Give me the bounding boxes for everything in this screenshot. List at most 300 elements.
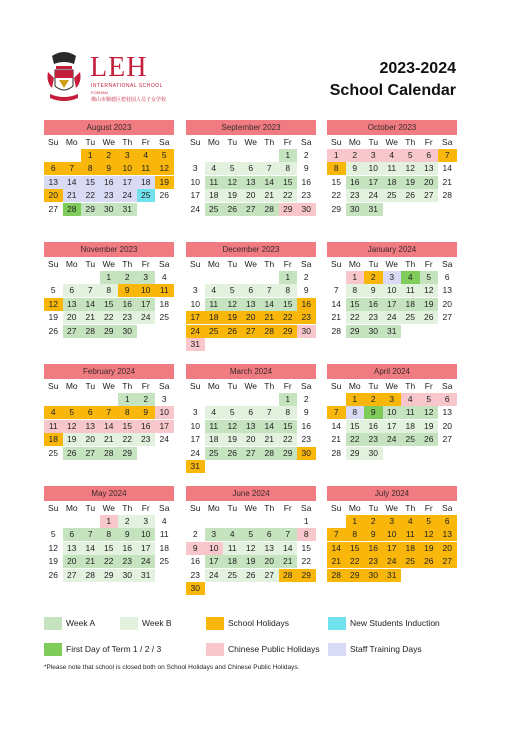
week-row: [44, 149, 174, 162]
weekday-label: Su: [190, 381, 201, 391]
day-cell: 1: [100, 271, 119, 284]
week-row: [44, 189, 174, 202]
day-cell: 11: [44, 420, 63, 433]
day-cell: 7: [260, 162, 279, 175]
day-cell: 10: [190, 420, 200, 431]
weekday-label: Su: [331, 381, 342, 391]
week-row: [327, 542, 457, 555]
weekday-label: Tu: [368, 503, 379, 513]
day-cell: 7: [333, 285, 339, 296]
day-cell: 18: [137, 176, 156, 189]
legend-label: New Students Induction: [350, 618, 440, 628]
day-cell: 28: [260, 447, 279, 460]
week-row: [186, 271, 316, 284]
day-cell: 1: [346, 271, 365, 284]
week-row: [186, 338, 316, 351]
day-cell: 10: [137, 528, 156, 541]
day-cell: 11: [401, 528, 420, 541]
day-cell: 2: [303, 394, 309, 404]
day-cell: 26: [223, 325, 242, 338]
weekday-header: [186, 501, 316, 515]
day-cell: 10: [190, 298, 200, 309]
day-cell: 7: [327, 528, 346, 541]
day-cell: 30: [100, 203, 119, 216]
day-cell: 31: [383, 569, 402, 582]
week-row: [186, 433, 316, 446]
day-cell: 22: [100, 555, 119, 568]
day-cell: 30: [118, 569, 137, 582]
day-cell: 23: [301, 190, 311, 201]
day-cell: 1: [81, 149, 100, 162]
weekday-label: Mo: [65, 381, 78, 391]
empty-cell: [260, 271, 279, 284]
empty-cell: [137, 203, 156, 216]
day-cell: 18: [44, 433, 63, 446]
weekday-label: Fr: [141, 259, 150, 269]
week-row: [186, 176, 316, 189]
week-row: [327, 325, 457, 338]
day-cell: 11: [137, 162, 156, 175]
day-cell: 24: [137, 311, 156, 324]
week-row: [186, 203, 316, 216]
day-cell: 1: [303, 516, 309, 526]
day-cell: 6: [81, 406, 100, 419]
empty-cell: [401, 569, 420, 582]
weekday-header: [327, 257, 457, 271]
day-cell: 12: [223, 298, 242, 311]
day-cell: 12: [420, 284, 439, 297]
day-cell: 18: [401, 542, 420, 555]
day-cell: 18: [205, 311, 224, 324]
weekday-header: [327, 379, 457, 393]
weekday-label: Tu: [368, 259, 379, 269]
weekday-label: Su: [48, 503, 59, 513]
weekday-label: Fr: [424, 137, 433, 147]
week-row: [327, 189, 457, 202]
empty-cell: [223, 460, 242, 473]
day-cell: 11: [205, 420, 224, 433]
day-cell: 23: [297, 311, 316, 324]
week-row: [327, 298, 457, 311]
weekday-label: We: [244, 259, 258, 269]
weekday-label: We: [385, 137, 399, 147]
week-row: [44, 542, 174, 555]
weekday-label: We: [244, 137, 258, 147]
empty-cell: [383, 447, 402, 460]
weekday-label: Th: [264, 259, 275, 269]
day-cell: 4: [137, 149, 156, 162]
weekday-label: Tu: [227, 381, 238, 391]
weekday-label: Su: [48, 381, 59, 391]
day-cell: 23: [190, 569, 200, 580]
day-cell: 27: [438, 555, 457, 568]
day-cell: 12: [223, 420, 242, 433]
day-cell: 14: [81, 298, 100, 311]
day-cell: 11: [383, 162, 402, 175]
day-cell: 17: [190, 190, 200, 201]
weekday-label: Mo: [207, 137, 220, 147]
weekday-label: We: [385, 259, 399, 269]
weekday-label: We: [385, 381, 399, 391]
empty-cell: [81, 271, 100, 284]
logo-text: LEH: [90, 52, 148, 83]
day-cell: 7: [260, 406, 279, 419]
day-cell: 30: [118, 325, 137, 338]
week-row: [186, 149, 316, 162]
empty-cell: [205, 515, 224, 528]
week-row: [186, 189, 316, 202]
day-cell: 6: [438, 393, 457, 406]
day-cell: 16: [297, 298, 316, 311]
empty-cell: [260, 149, 279, 162]
weekday-label: Sa: [159, 381, 170, 391]
day-cell: 29: [100, 325, 119, 338]
day-cell: 2: [346, 149, 365, 162]
day-cell: 28: [81, 569, 100, 582]
weekday-label: Su: [331, 503, 342, 513]
day-cell: 24: [118, 189, 137, 202]
legend-swatch: [206, 643, 224, 656]
day-cell: 11: [223, 542, 242, 555]
day-cell: 26: [242, 569, 261, 582]
day-cell: 16: [137, 420, 156, 433]
day-cell: 6: [242, 284, 261, 297]
day-cell: 10: [383, 284, 402, 297]
day-cell: 21: [100, 433, 119, 446]
day-cell: 17: [118, 176, 137, 189]
empty-cell: [63, 393, 82, 406]
empty-cell: [279, 460, 298, 473]
day-cell: 25: [383, 189, 402, 202]
month-title: January 2024: [327, 242, 457, 257]
day-cell: 24: [190, 203, 200, 214]
day-cell: 25: [48, 447, 58, 458]
day-cell: 27: [63, 325, 82, 338]
day-cell: 28: [260, 203, 279, 216]
day-cell: 9: [186, 542, 205, 555]
empty-cell: [438, 569, 457, 582]
day-cell: 23: [118, 311, 137, 324]
day-cell: 13: [63, 542, 82, 555]
day-cell: 25: [205, 325, 224, 338]
weekday-label: Su: [190, 503, 201, 513]
day-cell: 21: [331, 312, 341, 323]
day-cell: 3: [137, 515, 156, 528]
day-cell: 26: [63, 447, 82, 460]
legend-item: [206, 642, 320, 656]
week-row: [44, 447, 174, 460]
empty-cell: [205, 338, 224, 351]
day-cell: 29: [297, 569, 316, 582]
weekday-label: Tu: [85, 259, 96, 269]
legend-swatch: [328, 617, 346, 630]
day-cell: 19: [48, 312, 58, 323]
day-cell: 21: [279, 555, 298, 568]
day-cell: 4: [161, 516, 167, 526]
day-cell: 19: [223, 311, 242, 324]
weekday-label: Sa: [442, 259, 453, 269]
day-cell: 3: [364, 149, 383, 162]
calendar-year: 2023-2024: [379, 60, 456, 77]
day-cell: 12: [420, 528, 439, 541]
empty-cell: [137, 325, 156, 338]
legend-label: Chinese Public Holidays: [228, 644, 320, 654]
day-cell: 8: [279, 284, 298, 297]
week-row: [327, 162, 457, 175]
day-cell: 31: [118, 203, 137, 216]
week-row: [186, 582, 316, 595]
day-cell: 17: [137, 298, 156, 311]
weekday-label: Fr: [283, 137, 292, 147]
day-cell: 25: [159, 556, 169, 567]
day-cell: 25: [223, 569, 242, 582]
day-cell: 28: [100, 447, 119, 460]
month-calendar: [186, 364, 316, 473]
weekday-label: Fr: [141, 503, 150, 513]
weekday-header: [186, 379, 316, 393]
legend-item: [120, 616, 172, 630]
day-cell: 14: [327, 542, 346, 555]
week-row: [327, 515, 457, 528]
day-cell: 6: [63, 284, 82, 297]
week-row: [44, 555, 174, 568]
weekday-label: Fr: [424, 503, 433, 513]
day-cell: 16: [346, 176, 365, 189]
weekday-label: We: [385, 503, 399, 513]
day-cell: 9: [303, 285, 309, 296]
empty-cell: [155, 447, 174, 460]
month-calendar: [327, 364, 457, 460]
weekday-label: Mo: [65, 137, 78, 147]
empty-cell: [44, 393, 63, 406]
legend-swatch: [120, 617, 138, 630]
empty-cell: [63, 515, 82, 528]
day-cell: 15: [346, 542, 365, 555]
week-row: [44, 325, 174, 338]
weekday-label: Sa: [159, 259, 170, 269]
empty-cell: [420, 203, 439, 216]
month-title: November 2023: [44, 242, 174, 257]
day-cell: 20: [63, 311, 82, 324]
day-cell: 22: [279, 311, 298, 324]
day-cell: 29: [279, 203, 298, 216]
day-cell: 27: [242, 203, 261, 216]
day-cell: 14: [260, 298, 279, 311]
day-cell: 14: [442, 163, 452, 174]
empty-cell: [242, 338, 261, 351]
day-cell: 22: [100, 311, 119, 324]
day-cell: 31: [364, 203, 383, 216]
day-cell: 29: [346, 447, 365, 460]
month-title: September 2023: [186, 120, 316, 135]
weekday-header: [44, 257, 174, 271]
day-cell: 15: [279, 298, 298, 311]
day-cell: 31: [186, 460, 205, 473]
day-cell: 1: [279, 393, 298, 406]
weekday-label: Tu: [85, 137, 96, 147]
empty-cell: [242, 460, 261, 473]
empty-cell: [223, 393, 242, 406]
day-cell: 6: [63, 528, 82, 541]
day-cell: 1: [279, 149, 298, 162]
legend-item: [44, 616, 95, 630]
day-cell: 26: [420, 555, 439, 568]
month-title: February 2024: [44, 364, 174, 379]
day-cell: 27: [242, 325, 261, 338]
day-cell: 2: [118, 271, 137, 284]
day-cell: 19: [48, 556, 58, 567]
day-cell: 17: [383, 542, 402, 555]
day-cell: 22: [346, 433, 365, 446]
day-cell: 6: [44, 162, 63, 175]
day-cell: 16: [118, 542, 137, 555]
weekday-label: Fr: [283, 381, 292, 391]
day-cell: 25: [401, 555, 420, 568]
day-cell: 21: [260, 311, 279, 324]
empty-cell: [279, 515, 298, 528]
weekday-label: Th: [405, 503, 416, 513]
day-cell: 24: [137, 555, 156, 568]
weekday-label: Fr: [283, 503, 292, 513]
day-cell: 14: [279, 542, 298, 555]
day-cell: 30: [364, 325, 383, 338]
week-row: [44, 271, 174, 284]
week-row: [186, 284, 316, 297]
day-cell: 10: [155, 406, 174, 419]
day-cell: 19: [420, 542, 439, 555]
weekday-label: We: [102, 503, 116, 513]
empty-cell: [297, 460, 316, 473]
empty-cell: [260, 338, 279, 351]
day-cell: 3: [137, 271, 156, 284]
day-cell: 9: [364, 284, 383, 297]
day-cell: 6: [444, 272, 450, 282]
day-cell: 9: [364, 406, 383, 419]
day-cell: 12: [155, 162, 174, 175]
day-cell: 20: [44, 189, 63, 202]
day-cell: 20: [242, 433, 261, 446]
day-cell: 20: [242, 311, 261, 324]
logo-subtitle: INTERNATIONAL SCHOOL: [91, 83, 163, 89]
weekday-label: Mo: [207, 259, 220, 269]
empty-cell: [223, 515, 242, 528]
empty-cell: [420, 325, 439, 338]
weekday-header: [44, 501, 174, 515]
week-row: [327, 149, 457, 162]
day-cell: 20: [81, 433, 100, 446]
day-cell: 15: [279, 420, 298, 433]
day-cell: 24: [205, 569, 224, 582]
empty-cell: [297, 582, 316, 595]
day-cell: 5: [50, 529, 56, 540]
empty-cell: [223, 582, 242, 595]
day-cell: 23: [118, 555, 137, 568]
day-cell: 29: [279, 447, 298, 460]
weekday-label: Th: [122, 137, 133, 147]
day-cell: 5: [223, 284, 242, 297]
empty-cell: [327, 393, 346, 406]
day-cell: 28: [327, 569, 346, 582]
week-row: [44, 569, 174, 582]
month-title: October 2023: [327, 120, 457, 135]
day-cell: 28: [331, 325, 341, 336]
day-cell: 24: [364, 189, 383, 202]
day-cell: 15: [346, 420, 365, 433]
day-cell: 4: [401, 393, 420, 406]
weekday-label: Tu: [227, 259, 238, 269]
day-cell: 12: [420, 406, 439, 419]
weekday-label: Fr: [141, 381, 150, 391]
day-cell: 22: [279, 433, 298, 446]
day-cell: 3: [192, 407, 198, 418]
day-cell: 15: [100, 298, 119, 311]
empty-cell: [420, 447, 439, 460]
day-cell: 16: [301, 420, 311, 431]
day-cell: 9: [118, 528, 137, 541]
day-cell: 4: [223, 528, 242, 541]
day-cell: 4: [205, 284, 224, 297]
crest-icon: [44, 48, 84, 108]
day-cell: 27: [48, 203, 58, 214]
week-row: [327, 311, 457, 324]
week-row: [44, 284, 174, 297]
day-cell: 1: [346, 393, 365, 406]
day-cell: 19: [223, 189, 242, 202]
day-cell: 13: [442, 285, 452, 296]
day-cell: 20: [438, 542, 457, 555]
empty-cell: [81, 393, 100, 406]
day-cell: 28: [63, 203, 82, 216]
day-cell: 7: [327, 406, 346, 419]
day-cell: 5: [420, 515, 439, 528]
month-title: May 2024: [44, 486, 174, 501]
month-title: March 2024: [186, 364, 316, 379]
empty-cell: [63, 149, 82, 162]
day-cell: 16: [301, 176, 311, 187]
empty-cell: [242, 582, 261, 595]
day-cell: 6: [242, 162, 261, 175]
day-cell: 10: [190, 176, 200, 187]
day-cell: 17: [190, 434, 200, 445]
day-cell: 5: [242, 528, 261, 541]
empty-cell: [260, 393, 279, 406]
week-row: [327, 284, 457, 297]
day-cell: 5: [155, 149, 174, 162]
empty-cell: [242, 149, 261, 162]
month-calendar: [327, 242, 457, 338]
day-cell: 24: [383, 433, 402, 446]
day-cell: 22: [331, 190, 341, 201]
day-cell: 28: [331, 447, 341, 458]
day-cell: 17: [364, 176, 383, 189]
day-cell: 25: [137, 189, 156, 202]
day-cell: 25: [401, 311, 420, 324]
day-cell: 22: [301, 556, 311, 567]
week-row: [186, 555, 316, 568]
day-cell: 13: [438, 528, 457, 541]
empty-cell: [81, 515, 100, 528]
day-cell: 6: [420, 149, 439, 162]
closure-note: *Please note that school is closed both on School Holidays and Chinese Public Holidays.: [44, 664, 300, 671]
day-cell: 14: [100, 420, 119, 433]
legend-swatch: [206, 617, 224, 630]
day-cell: 20: [260, 555, 279, 568]
day-cell: 26: [159, 190, 169, 201]
day-cell: 12: [63, 420, 82, 433]
day-cell: 30: [186, 582, 205, 595]
empty-cell: [44, 149, 63, 162]
weekday-label: Sa: [442, 137, 453, 147]
